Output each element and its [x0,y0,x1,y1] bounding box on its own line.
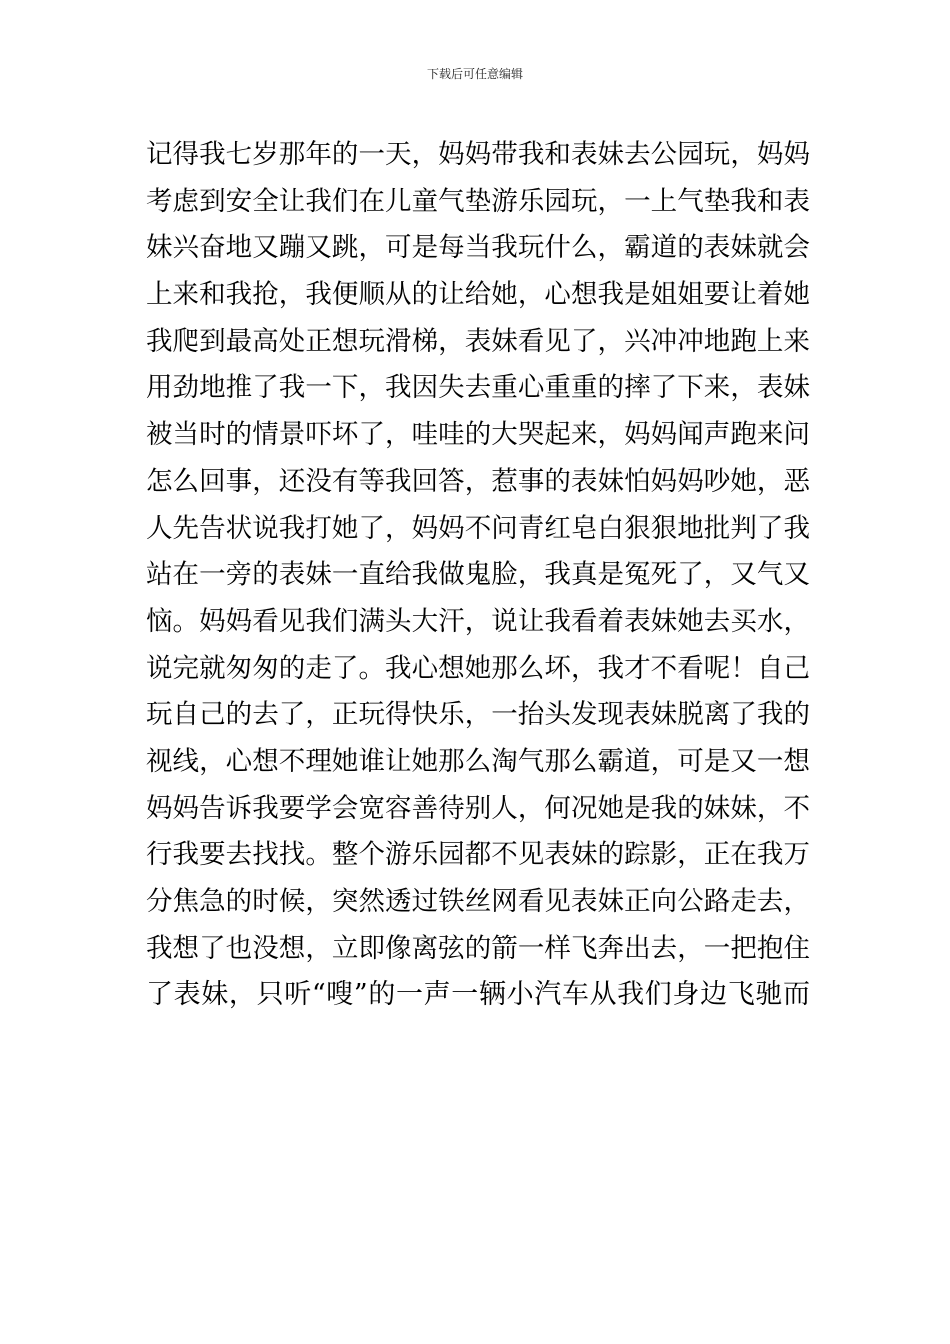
text-line: 考虑到安全让我们在儿童气垫游乐园玩，一上气垫我和表 [146,185,810,217]
text-line: 了表妹，只听“嗖”的一声一辆小汽车从我们身边飞驰而 [146,979,810,1011]
text-line: 上来和我抢，我便顺从的让给她，心想我是姐姐要让着她 [146,279,810,311]
text-line: 记得我七岁那年的一天，妈妈带我和表妹去公园玩，妈妈 [146,139,810,170]
text-line: 恼。妈妈看见我们满头大汗，说让我看着表妹她去买水， [146,605,810,637]
text-line: 站在一旁的表妹一直给我做鬼脸，我真是冤死了，又气又 [146,559,810,591]
page-header: 下载后可任意编辑 [426,67,523,81]
text-line: 分焦急的时候，突然透过铁丝网看见表妹正向公路走去， [146,886,810,917]
text-line: 用劲地推了我一下，我因失去重心重重的摔了下来，表妹 [146,372,810,404]
text-line: 怎么回事，还没有等我回答，惹事的表妹怕妈妈吵她，恶 [146,465,810,497]
text-line: 妹兴奋地又蹦又跳，可是每当我玩什么，霸道的表妹就会 [146,232,810,264]
text-line: 我爬到最高处正想玩滑梯，表妹看见了，兴冲冲地跑上来 [146,325,810,357]
text-line: 视线，心想不理她谁让她那么淘气那么霸道，可是又一想 [146,745,810,777]
body-text [146,132,810,1019]
text-line: 妈妈告诉我要学会宽容善待别人，何况她是我的妹妹，不 [146,792,810,824]
text-line: 行我要去找找。整个游乐园都不见表妹的踪影，正在我万 [146,839,810,871]
text-line: 玩自己的去了，正玩得快乐，一抬头发现表妹脱离了我的 [146,699,810,731]
text-line: 说完就匆匆的走了。我心想她那么坏，我才不看呢！自己 [146,652,810,684]
text-line: 我想了也没想，立即像离弦的箭一样飞奔出去，一把抱住 [146,932,810,964]
text-line: 人先告状说我打她了，妈妈不问青红皂白狠狠地批判了我 [146,512,810,544]
text-line: 被当时的情景吓坏了，哇哇的大哭起来，妈妈闻声跑来问 [146,419,810,451]
